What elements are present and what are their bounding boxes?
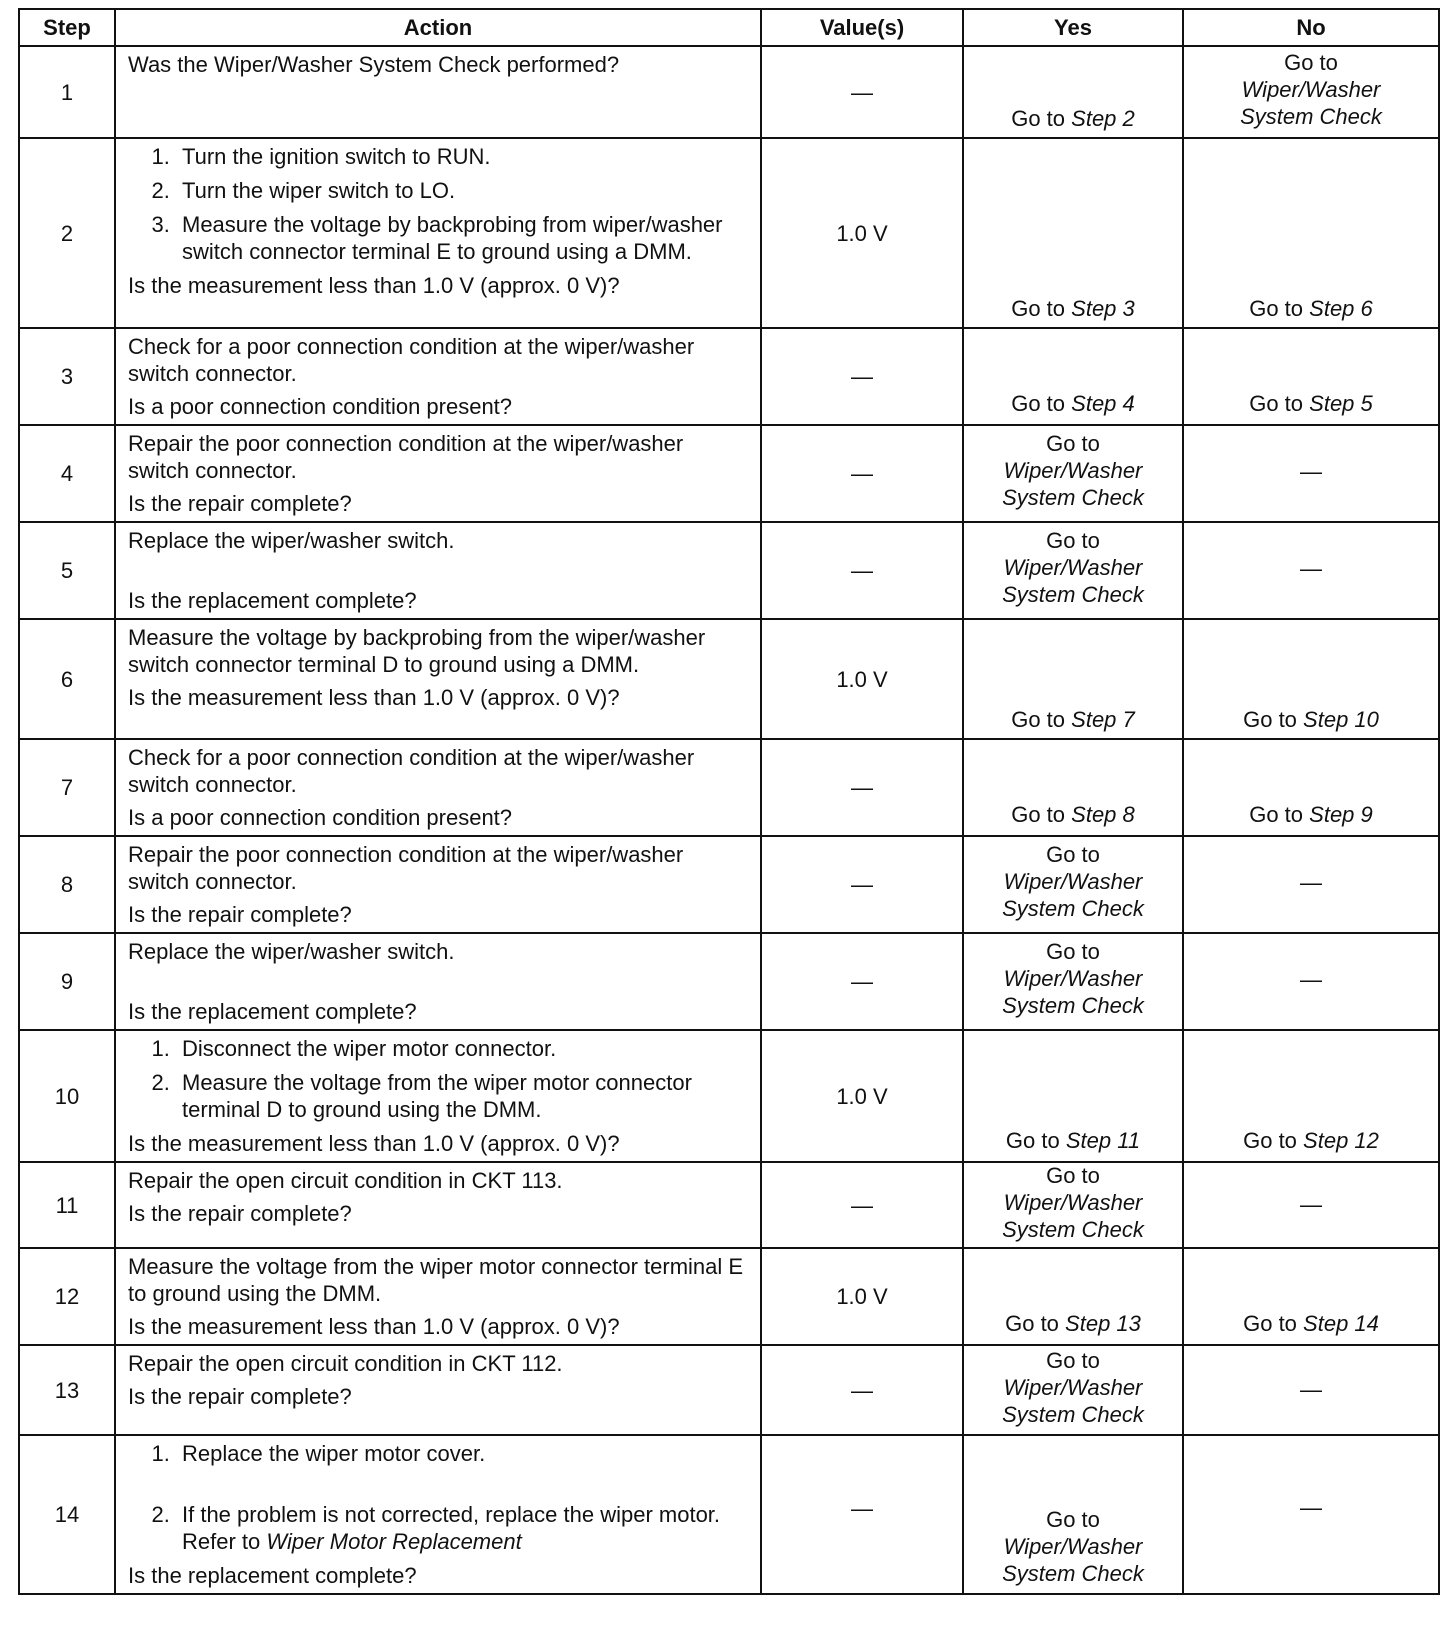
step-number: 1 (19, 46, 115, 138)
goto-label: Go to (1005, 1311, 1059, 1336)
action-question: Is the replacement complete? (128, 588, 417, 613)
no-cell (1183, 46, 1439, 138)
action-text: Measure the voltage from the wiper motor connector terminal E to ground using the DMM. (128, 1254, 744, 1306)
no-cell (1183, 619, 1439, 739)
no-cell (1183, 933, 1439, 1030)
action-cell (115, 1162, 761, 1248)
step-number: 10 (19, 1030, 115, 1162)
procedure-ref-link[interactable]: Wiper Motor Replacement (266, 1529, 522, 1554)
step-number: 13 (19, 1345, 115, 1435)
header-no: No (1183, 9, 1439, 46)
value-cell: 1.0 V (761, 1248, 963, 1345)
value-cell: 1.0 V (761, 138, 963, 328)
action-text: Was the Wiper/Washer System Check performed? (128, 52, 620, 77)
action-cell (115, 138, 761, 328)
action-question: Is a poor connection condition present? (128, 394, 513, 419)
step-number: 8 (19, 836, 115, 933)
action-text: Repair the open circuit condition in CKT 112. (128, 1351, 563, 1376)
yes-cell (963, 1030, 1183, 1162)
value-cell: — (761, 425, 963, 522)
action-list-item: 3. Measure the voltage by backprobing from wiper/washer switch connector terminal E to ground using a DMM. (176, 211, 750, 265)
goto-label: Go to (1249, 391, 1304, 416)
table-row-13 (19, 1345, 1439, 1435)
action-text: Check for a poor connection condition at the wiper/washer switch connector. (128, 745, 695, 797)
action-question: Is a poor connection condition present? (128, 805, 513, 830)
yes-goto[interactable] (964, 837, 1182, 928)
goto-label: Go to (1243, 1128, 1297, 1153)
no-cell (1183, 1030, 1439, 1162)
action-cell (115, 619, 761, 739)
no-cell (1183, 138, 1439, 328)
yes-cell (963, 1162, 1183, 1248)
no-dash: — (1300, 870, 1322, 895)
action-list (128, 1035, 750, 1123)
action-cell (115, 425, 761, 522)
step-number: 14 (19, 1435, 115, 1594)
yes-goto[interactable] (964, 1346, 1182, 1432)
value-cell: — (761, 1345, 963, 1435)
table-row-10 (19, 1030, 1439, 1162)
action-list (128, 143, 750, 265)
goto-label: Go to (1046, 841, 1100, 867)
yes-cell (963, 46, 1183, 138)
goto-label: Go to (1243, 1311, 1297, 1336)
yes-cell (963, 619, 1183, 739)
value-cell (761, 1435, 963, 1594)
action-cell (115, 1030, 761, 1162)
no-goto[interactable] (1243, 1127, 1379, 1154)
action-cell (115, 836, 761, 933)
action-question: Is the repair complete? (128, 1201, 352, 1226)
value-cell: — (761, 46, 963, 138)
table-row-1 (19, 46, 1439, 138)
step-number: 3 (19, 328, 115, 425)
goto-label: Go to (1005, 1128, 1060, 1153)
no-dash: — (1300, 459, 1322, 484)
no-goto[interactable] (1249, 390, 1373, 417)
step-number: 6 (19, 619, 115, 739)
action-text: Replace the wiper/washer switch. (128, 528, 455, 553)
table-row-6 (19, 619, 1439, 739)
step-ref: Step 2 (1071, 106, 1135, 131)
action-list-item: 1. Disconnect the wiper motor connector. (176, 1035, 750, 1062)
goto-label: Go to (1046, 1507, 1100, 1532)
action-text: Repair the poor connection condition at the wiper/washer switch connector. (128, 431, 684, 483)
no-cell (1183, 328, 1439, 425)
table-row-7 (19, 739, 1439, 836)
value-text: — (851, 1496, 873, 1521)
system-check-ref-line1: Wiper/Washer (1003, 965, 1143, 991)
yes-cell (963, 425, 1183, 522)
system-check-ref-line1: Wiper/Washer (1241, 77, 1381, 102)
step-ref: Step 11 (1065, 1128, 1141, 1153)
table-row-2 (19, 138, 1439, 328)
system-check-ref-line1: Wiper/Washer (1003, 868, 1143, 894)
action-list-item: 2. Turn the wiper switch to LO. (176, 177, 750, 204)
no-goto[interactable] (1249, 295, 1373, 322)
yes-cell (963, 328, 1183, 425)
yes-goto[interactable] (1006, 1127, 1140, 1154)
action-question: Is the replacement complete? (128, 999, 417, 1024)
action-question: Is the repair complete? (128, 491, 352, 516)
table-row-8 (19, 836, 1439, 933)
action-list-item (176, 1501, 750, 1555)
system-check-ref-line2: System Check (1240, 104, 1382, 129)
yes-cell (963, 1435, 1183, 1594)
no-dash: — (1300, 556, 1322, 581)
goto-label: Go to (1011, 296, 1066, 321)
system-check-ref-line2: System Check (1002, 1217, 1144, 1242)
step-ref: Step 12 (1303, 1128, 1379, 1153)
yes-goto[interactable] (964, 1163, 1182, 1245)
action-list-item: 2. Measure the voltage from the wiper motor connector terminal D to ground using the DMM. (176, 1069, 750, 1123)
system-check-ref-line1: Wiper/Washer (1003, 1375, 1143, 1400)
no-cell (1183, 1162, 1439, 1248)
no-cell (1183, 836, 1439, 933)
value-cell: — (761, 836, 963, 933)
action-question: Is the repair complete? (128, 902, 352, 927)
goto-label: Go to (1046, 1163, 1100, 1188)
no-cell (1183, 425, 1439, 522)
step-ref: Step 6 (1309, 296, 1373, 321)
action-text: Repair the poor connection condition at the wiper/washer switch connector. (128, 842, 684, 894)
value-cell: — (761, 522, 963, 619)
no-cell (1183, 1345, 1439, 1435)
action-cell (115, 739, 761, 836)
system-check-ref-line2: System Check (1002, 581, 1144, 607)
header-row (19, 9, 1439, 46)
yes-goto[interactable] (964, 426, 1182, 517)
step-ref: Step 13 (1065, 1311, 1141, 1336)
step-number: 11 (19, 1162, 115, 1248)
yes-cell (963, 1345, 1183, 1435)
value-cell: — (761, 1162, 963, 1248)
goto-label: Go to (1046, 430, 1100, 456)
no-cell (1183, 739, 1439, 836)
goto-label: Go to (1011, 802, 1066, 827)
value-cell: — (761, 933, 963, 1030)
goto-label: Go to (1046, 1348, 1100, 1373)
action-question: Is the measurement less than 1.0 V (approx. 0 V)? (128, 685, 620, 710)
action-cell (115, 1435, 761, 1594)
no-dash: — (1300, 967, 1322, 992)
step-ref: Step 8 (1071, 802, 1135, 827)
yes-cell (963, 933, 1183, 1030)
no-goto[interactable] (1184, 47, 1438, 135)
action-list-item: 1. Replace the wiper motor cover. (176, 1440, 750, 1467)
yes-goto[interactable] (1011, 390, 1135, 417)
no-goto[interactable] (1249, 801, 1373, 828)
yes-cell (963, 1248, 1183, 1345)
action-list-item-text: If the problem is not corrected, replace the wiper motor. Refer to (182, 1502, 721, 1554)
header-yes: Yes (963, 9, 1183, 46)
action-cell (115, 46, 761, 138)
action-cell (115, 1248, 761, 1345)
yes-goto[interactable] (964, 523, 1182, 614)
value-cell: 1.0 V (761, 619, 963, 739)
table-row-14 (19, 1435, 1439, 1594)
system-check-ref-line2: System Check (1002, 484, 1144, 510)
step-ref: Step 3 (1071, 296, 1135, 321)
yes-cell (963, 138, 1183, 328)
action-text: Check for a poor connection condition at the wiper/washer switch connector. (128, 334, 695, 386)
goto-label: Go to (1249, 296, 1304, 321)
no-dash: — (1300, 1494, 1322, 1520)
table-row-11 (19, 1162, 1439, 1248)
system-check-ref-line1: Wiper/Washer (1003, 457, 1143, 483)
action-cell (115, 522, 761, 619)
step-ref: Step 4 (1071, 391, 1135, 416)
no-cell (1183, 1248, 1439, 1345)
action-question: Is the measurement less than 1.0 V (approx. 0 V)? (128, 1131, 620, 1156)
system-check-ref-line1: Wiper/Washer (1003, 1534, 1143, 1559)
action-question: Is the measurement less than 1.0 V (approx. 0 V)? (128, 273, 620, 298)
no-goto[interactable] (1243, 706, 1379, 733)
no-goto[interactable] (1243, 1310, 1379, 1337)
step-ref: Step 7 (1071, 707, 1135, 732)
action-text: Repair the open circuit condition in CKT 113. (128, 1168, 563, 1193)
system-check-ref-line1: Wiper/Washer (1003, 1190, 1143, 1215)
yes-goto[interactable] (1011, 295, 1135, 322)
system-check-ref-line2: System Check (1002, 992, 1144, 1018)
step-ref: Step 5 (1309, 391, 1373, 416)
system-check-ref-line1: Wiper/Washer (1003, 554, 1143, 580)
goto-label: Go to (1249, 802, 1304, 827)
step-number: 2 (19, 138, 115, 328)
action-question: Is the measurement less than 1.0 V (approx. 0 V)? (128, 1314, 620, 1339)
action-cell (115, 933, 761, 1030)
no-dash: — (1300, 1191, 1322, 1217)
value-cell: — (761, 739, 963, 836)
yes-cell (963, 836, 1183, 933)
yes-goto[interactable] (964, 934, 1182, 1025)
goto-label: Go to (1011, 391, 1066, 416)
table-row-9 (19, 933, 1439, 1030)
header-values: Value(s) (761, 9, 963, 46)
system-check-ref-line2: System Check (1002, 895, 1144, 921)
yes-goto[interactable] (1011, 801, 1135, 828)
table-row-12 (19, 1248, 1439, 1345)
action-text: Replace the wiper/washer switch. (128, 939, 455, 964)
header-step: Step (19, 9, 115, 46)
action-question: Is the replacement complete? (128, 1563, 417, 1588)
action-question: Is the repair complete? (128, 1384, 352, 1409)
system-check-ref-line2: System Check (1002, 1402, 1144, 1427)
yes-cell (963, 739, 1183, 836)
yes-goto[interactable] (964, 1436, 1182, 1590)
goto-label: Go to (1046, 938, 1100, 964)
goto-label: Go to (1243, 707, 1297, 732)
system-check-ref-line2: System Check (1002, 1561, 1144, 1586)
step-number: 5 (19, 522, 115, 619)
step-ref: Step 10 (1303, 707, 1379, 732)
header-action: Action (115, 9, 761, 46)
action-list (128, 1440, 750, 1555)
step-number: 12 (19, 1248, 115, 1345)
no-cell (1183, 1435, 1439, 1594)
action-text: Measure the voltage by backprobing from the wiper/washer switch connector terminal D to ground using a DMM. (128, 625, 706, 677)
step-number: 7 (19, 739, 115, 836)
action-cell (115, 328, 761, 425)
action-list-item: 1. Turn the ignition switch to RUN. (176, 143, 750, 170)
value-cell: — (761, 328, 963, 425)
diagnostic-table (18, 8, 1440, 1595)
no-dash: — (1300, 1376, 1322, 1402)
table-row-4 (19, 425, 1439, 522)
yes-goto[interactable] (1011, 706, 1135, 733)
yes-goto[interactable] (1011, 105, 1135, 132)
table-row-3 (19, 328, 1439, 425)
step-ref: Step 14 (1303, 1311, 1379, 1336)
goto-label: Go to (1011, 106, 1066, 131)
step-number: 9 (19, 933, 115, 1030)
action-cell (115, 1345, 761, 1435)
value-cell: 1.0 V (761, 1030, 963, 1162)
no-cell (1183, 522, 1439, 619)
goto-label: Go to (1284, 50, 1338, 75)
goto-label: Go to (1011, 707, 1066, 732)
table-row-5 (19, 522, 1439, 619)
goto-label: Go to (1046, 527, 1100, 553)
yes-goto[interactable] (1005, 1310, 1141, 1337)
step-ref: Step 9 (1309, 802, 1373, 827)
step-number: 4 (19, 425, 115, 522)
yes-cell (963, 522, 1183, 619)
